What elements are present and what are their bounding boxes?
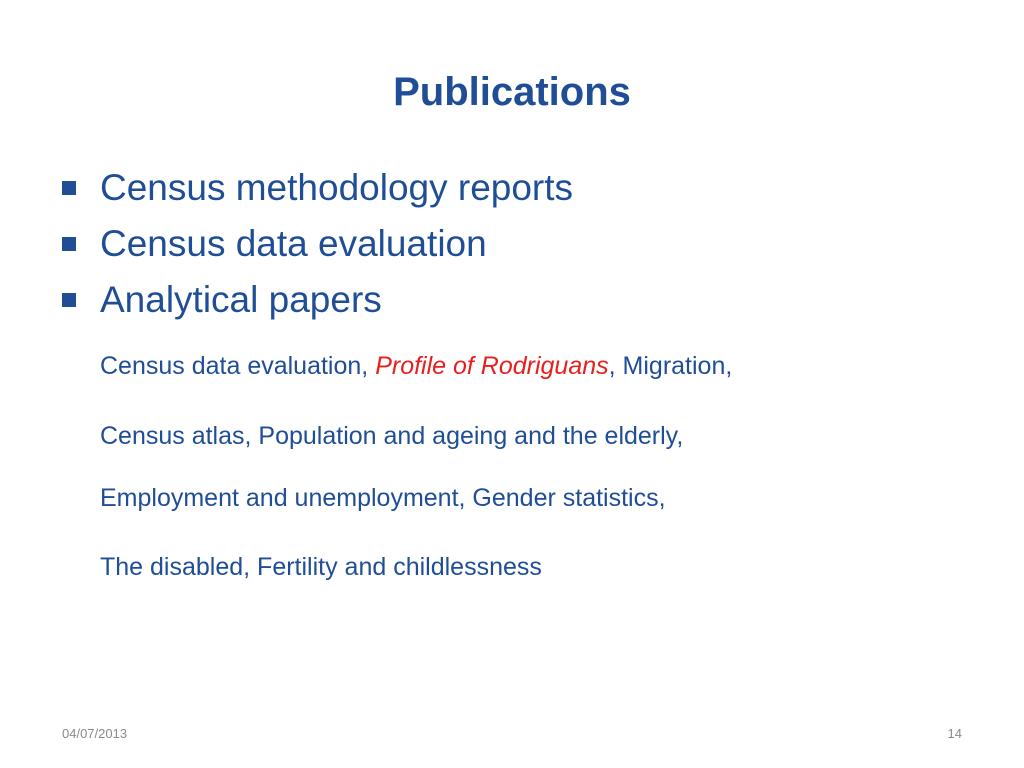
bullet-text: Census methodology reports bbox=[100, 167, 574, 208]
bullet-list bbox=[62, 160, 573, 328]
highlighted-publication: Profile of Rodriguans bbox=[375, 352, 609, 380]
publication-text: Census data evaluation, bbox=[100, 352, 376, 380]
bullet-text: Census data evaluation bbox=[100, 223, 487, 264]
bullet-item bbox=[62, 160, 573, 216]
square-bullet-icon bbox=[62, 181, 76, 195]
bullet-item bbox=[62, 216, 573, 272]
publication-list-line-1 bbox=[100, 352, 732, 381]
footer-date: 04/07/2013 bbox=[62, 726, 128, 741]
square-bullet-icon bbox=[62, 293, 76, 307]
square-bullet-icon bbox=[62, 237, 76, 251]
publication-list-line-2: Census atlas, Population and ageing and the elderly, bbox=[100, 422, 684, 450]
page-number: 14 bbox=[947, 726, 962, 741]
bullet-item bbox=[62, 272, 573, 328]
bullet-text: Analytical papers bbox=[100, 279, 382, 320]
publication-list-line-3: Employment and unemployment, Gender statistics, bbox=[100, 484, 666, 512]
publication-list-line-4: The disabled, Fertility and childlessness bbox=[100, 553, 542, 581]
slide-title: Publications bbox=[393, 70, 631, 114]
publication-text: , Migration, bbox=[608, 352, 733, 380]
